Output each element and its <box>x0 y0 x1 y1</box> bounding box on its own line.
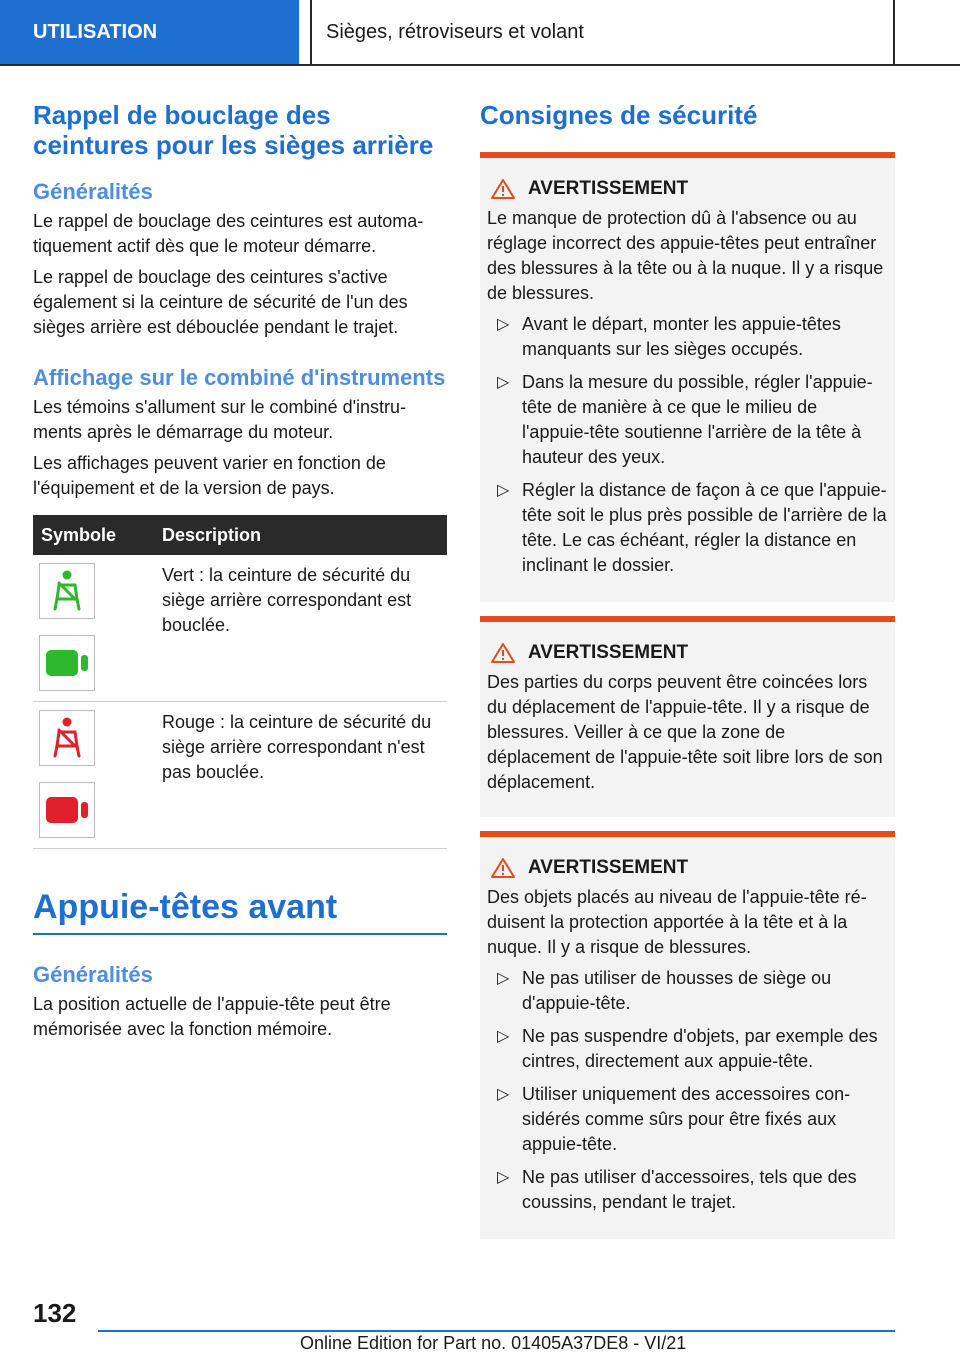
warning-box <box>480 616 895 817</box>
table-row <box>33 702 447 849</box>
page-header <box>0 0 960 66</box>
list-item <box>487 370 887 470</box>
bullet-triangle-icon: ▷ <box>497 316 510 333</box>
warning-title <box>487 178 887 200</box>
warning-text: Des objets placés au niveau de l'appuie-tête réduisent la protection apportée à la tête et à la nuque. Il y a risque de blessures. <box>487 887 867 957</box>
footer-divider <box>98 1330 895 1332</box>
warning-triangle-icon <box>490 178 516 200</box>
list-item-text: Ne pas suspendre d'objets, par exemple des cintres, directement aux appuie-tête. <box>522 1026 878 1071</box>
display-heading: Affichage sur le combiné d'instruments <box>33 365 446 390</box>
table-row <box>33 555 447 702</box>
list-item <box>487 312 887 362</box>
left-column <box>33 100 447 1048</box>
warning-title-text: AVERTISSEMENT <box>528 642 689 663</box>
list-item-text: Utiliser uniquement des accessoires considérés comme sûrs pour être fixés aux appuie-tête. <box>522 1084 851 1154</box>
headrest-general-paragraph: La position actuelle de l'appuie-tête peut être mémorisée avec la fonction mémoire. <box>33 994 391 1039</box>
chapter-title: Sièges, rétroviseurs et volant <box>310 0 895 64</box>
warning-title <box>487 642 887 664</box>
bullet-triangle-icon: ▷ <box>497 1028 510 1045</box>
section-title-seatbelt-reminder: Rappel de bouclage des ceintures pour les sièges arrière <box>33 100 434 160</box>
warning-box <box>480 152 895 602</box>
warning-title-text: AVERTISSEMENT <box>528 178 689 199</box>
list-item <box>487 1165 887 1215</box>
column-header-symbol: Symbole <box>33 515 154 555</box>
warning-triangle-icon <box>490 642 516 664</box>
list-item-text: Ne pas utiliser d'accessoires, tels que des coussins, pendant le trajet. <box>522 1167 857 1212</box>
bullet-triangle-icon: ▷ <box>497 970 510 987</box>
description-red: Rouge : la ceinture de sécurité du siège arrière correspondant n'est pas bouclée. <box>154 702 447 849</box>
general-paragraph-2: Le rappel de bouclage des ceintures s'active également si la ceinture de sécurité de l'un des sièges arrière est débouclée pendant le trajet. <box>33 267 408 337</box>
general-heading: Généralités <box>33 179 153 204</box>
warnings-container <box>480 152 895 1239</box>
list-item <box>487 966 887 1016</box>
bullet-triangle-icon: ▷ <box>497 374 510 391</box>
right-column <box>480 100 895 1253</box>
warning-box <box>480 831 895 1239</box>
footer-edition: Online Edition for Part no. 01405A37DE8 - VI/21 <box>300 1333 687 1353</box>
list-item-text: Dans la mesure du possible, régler l'appuie-tête de manière à ce que le milieu de l'appuie-tête soutienne l'arrière de la tête à hauteur des yeux. <box>522 372 873 467</box>
list-item <box>487 478 887 578</box>
warning-list <box>487 312 887 578</box>
list-item-text: Régler la distance de façon à ce que l'appuie-tête soit le plus près possible de l'arrière de la tête. Le cas échéant, régler la distance en inclinant le dossier. <box>522 480 887 575</box>
page-number: 132 <box>33 1298 77 1328</box>
seatbelt-red-icon <box>39 710 95 766</box>
warning-triangle-icon <box>490 857 516 879</box>
column-header-description: Description <box>154 515 447 555</box>
display-paragraph-1: Les témoins s'allument sur le combiné d'instruments après le démarrage du moteur. <box>33 397 407 442</box>
symbol-table <box>33 515 447 849</box>
warning-text: Le manque de protection dû à l'absence ou au réglage incorrect des appuie-têtes peut entraîner des blessures à la tête ou à la nuque. Il y a risque de blessures. <box>487 208 884 303</box>
seat-indicator-red-icon <box>39 782 95 838</box>
bullet-triangle-icon: ▷ <box>497 1086 510 1103</box>
seat-indicator-green-icon <box>39 635 95 691</box>
seatbelt-green-icon <box>39 563 95 619</box>
display-paragraph-2: Les affichages peuvent varier en fonction de l'équipement et de la version de pays. <box>33 453 386 498</box>
bullet-triangle-icon: ▷ <box>497 1169 510 1186</box>
section-title-safety: Consignes de sécurité <box>480 100 758 130</box>
bullet-triangle-icon: ▷ <box>497 482 510 499</box>
list-item-text: Ne pas utiliser de housses de siège ou d'appuie-tête. <box>522 968 832 1013</box>
warning-title <box>487 857 887 879</box>
section-title-front-headrests: Appuie-têtes avant <box>33 887 447 935</box>
general-paragraph-1: Le rappel de bouclage des ceintures est automatiquement actif dès que le moteur démarre. <box>33 211 424 256</box>
description-green: Vert : la ceinture de sécurité du siège arrière correspondant est bouclée. <box>154 555 447 702</box>
section-tab[interactable]: UTILISATION <box>0 0 299 64</box>
list-item-text: Avant le départ, monter les appuie-têtes manquants sur les sièges occupés. <box>522 314 841 359</box>
headrest-general-heading: Généralités <box>33 962 153 987</box>
list-item <box>487 1024 887 1074</box>
warning-list <box>487 966 887 1215</box>
warning-title-text: AVERTISSEMENT <box>528 857 689 878</box>
list-item <box>487 1082 887 1157</box>
warning-text: Des parties du corps peuvent être coincées lors du déplacement de l'appuie-tête. Il y a risque de blessures. Veiller à ce que la zone de déplacement de l'appuie-tête soit libre lors de son déplacement. <box>487 672 883 792</box>
